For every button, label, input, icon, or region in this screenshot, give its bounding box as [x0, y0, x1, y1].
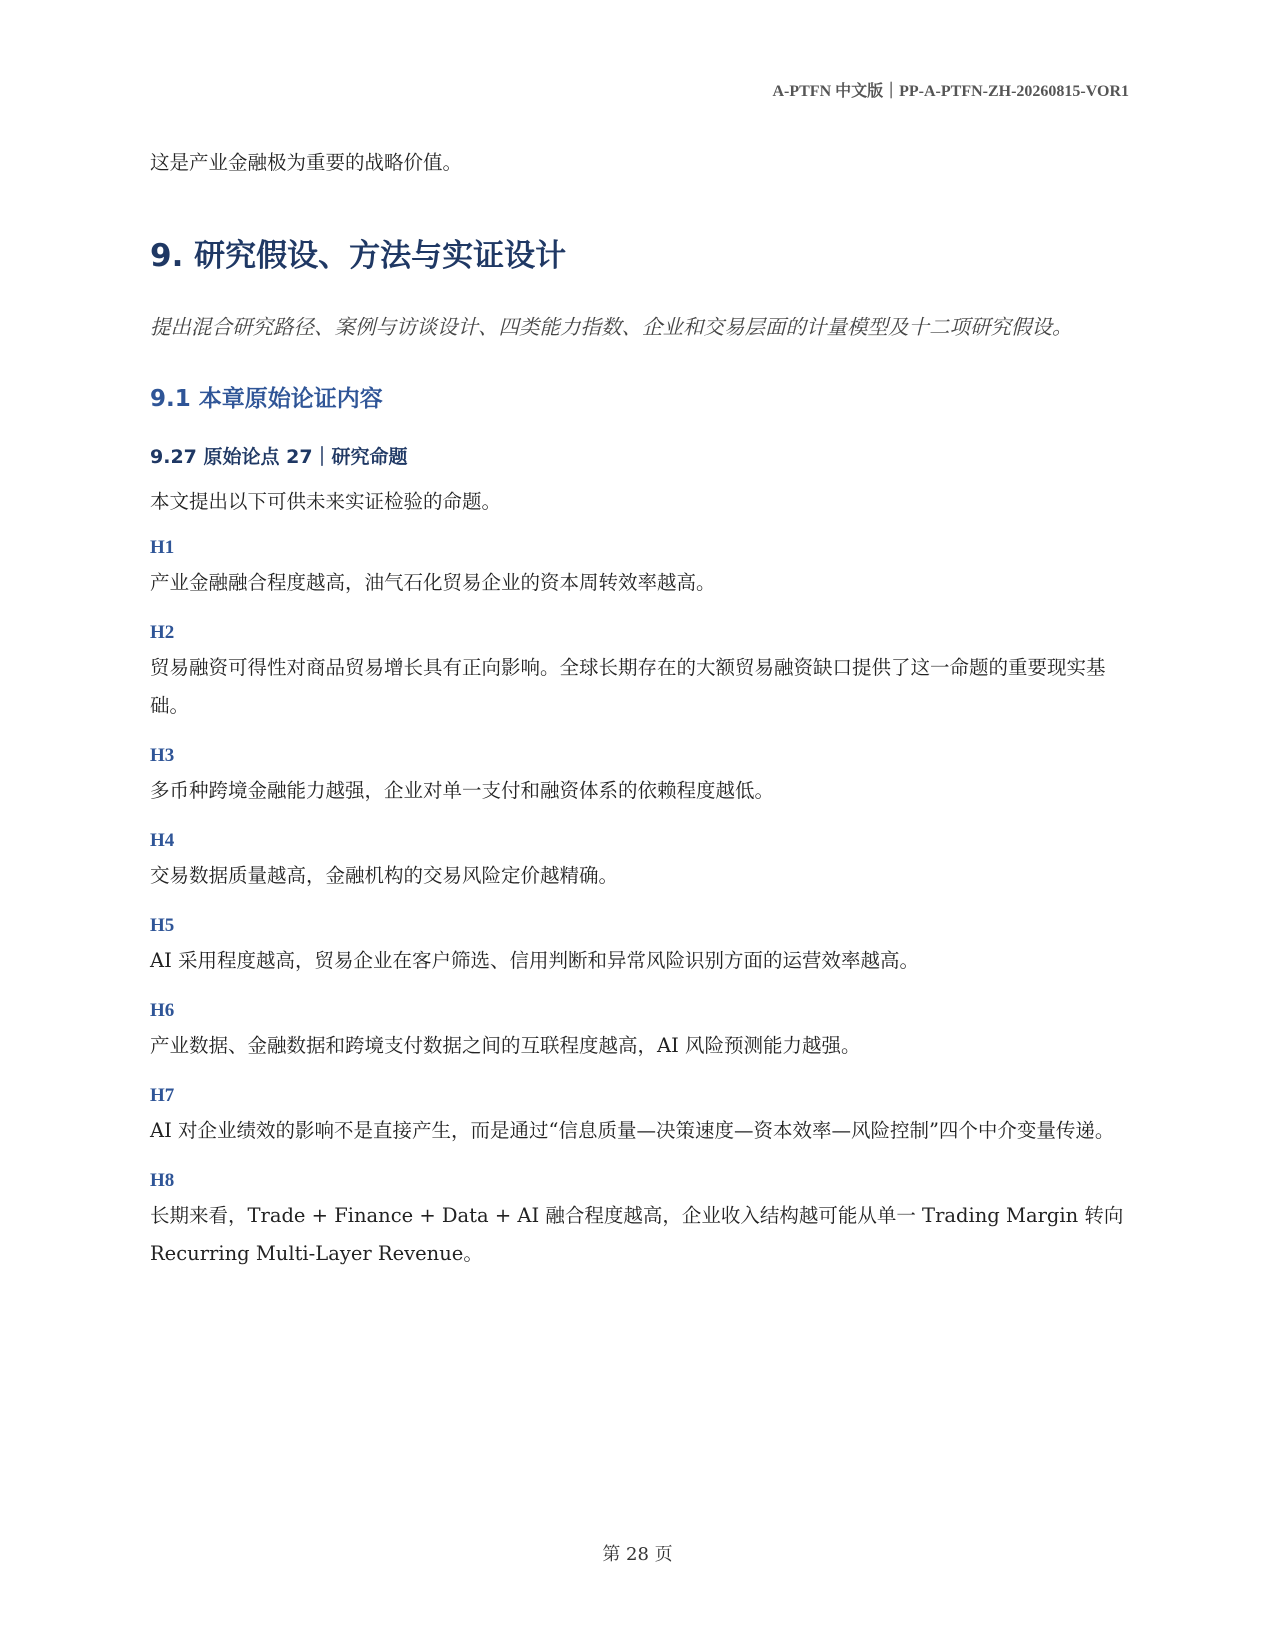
chapter-abstract: 提出混合研究路径、案例与访谈设计、四类能力指数、企业和交易层面的计量模型及十二项研究假设。 — [150, 315, 1073, 339]
hypothesis-label: H6 — [150, 1000, 175, 1021]
hypothesis-label: H2 — [150, 622, 175, 643]
hypothesis-list — [150, 535, 1128, 1273]
chapter-title: 9. 研究假设、方法与实证设计 — [150, 238, 567, 274]
hypothesis-label: H4 — [150, 830, 175, 851]
hypothesis-text: AI 采用程度越高，贸易企业在客户筛选、信用判断和异常风险识别方面的运营效率越高。 — [150, 949, 919, 972]
page-content — [150, 148, 1128, 1273]
hypothesis-item — [150, 620, 1128, 725]
subsection-title: 9.27 原始论点 27｜研究命题 — [150, 446, 408, 468]
hypothesis-item — [150, 1083, 1128, 1150]
hypothesis-text: 交易数据质量越高，金融机构的交易风险定价越精确。 — [150, 864, 619, 887]
hypothesis-text: 多币种跨境金融能力越强，企业对单一支付和融资体系的依赖程度越低。 — [150, 779, 775, 802]
page-number: 第 28 页 — [602, 1544, 673, 1565]
hypothesis-label: H3 — [150, 745, 175, 766]
hypothesis-text: 长期来看，Trade + Finance + Data + AI 融合程度越高，企业收入结构越可能从单一 Trading Margin 转向 Recurring Multi-Layer Revenue。 — [150, 1204, 1124, 1265]
hypothesis-text: 产业数据、金融数据和跨境支付数据之间的互联程度越高，AI 风险预测能力越强。 — [150, 1034, 861, 1057]
hypothesis-label: H5 — [150, 915, 175, 936]
hypothesis-item — [150, 998, 1128, 1065]
section-title: 9.1 本章原始论证内容 — [150, 386, 383, 412]
subsection-intro: 本文提出以下可供未来实证检验的命题。 — [150, 490, 502, 513]
hypothesis-item — [150, 535, 1128, 602]
hypothesis-item — [150, 913, 1128, 980]
hypothesis-item — [150, 743, 1128, 810]
hypothesis-text: AI 对企业绩效的影响不是直接产生，而是通过“信息质量—决策速度—资本效率—风险控制”四个中介变量传递。 — [150, 1119, 1115, 1142]
hypothesis-text: 产业金融融合程度越高，油气石化贸易企业的资本周转效率越高。 — [150, 571, 716, 594]
hypothesis-item — [150, 1168, 1128, 1273]
hypothesis-label: H7 — [150, 1085, 175, 1106]
hypothesis-label: H1 — [150, 537, 175, 558]
hypothesis-text: 贸易融资可得性对商品贸易增长具有正向影响。全球长期存在的大额贸易融资缺口提供了这一命题的重要现实基础。 — [150, 656, 1106, 717]
lead-paragraph: 这是产业金融极为重要的战略价值。 — [150, 151, 463, 174]
hypothesis-label: H8 — [150, 1170, 175, 1191]
hypothesis-item — [150, 828, 1128, 895]
document-header: A-PTFN 中文版｜PP-A-PTFN-ZH-20260815-VOR1 — [772, 83, 1129, 100]
